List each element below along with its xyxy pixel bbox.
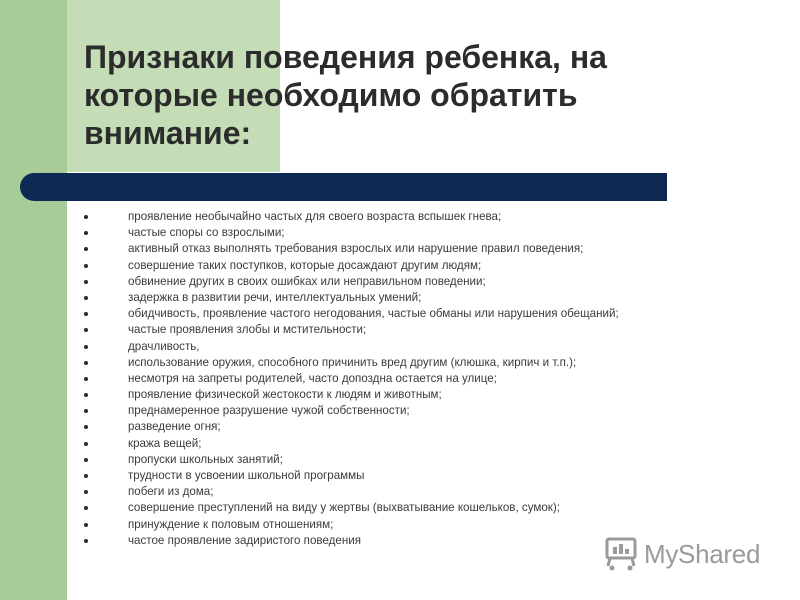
list-item-text: разведение огня;: [128, 420, 221, 434]
bullet-icon: [84, 280, 88, 284]
list-item-text: проявление физической жестокости к людям и животным;: [128, 388, 442, 402]
bullet-icon: [84, 458, 88, 462]
list-item: [80, 355, 740, 371]
list-item: [80, 258, 740, 274]
list-item-text: совершение таких поступков, которые досаждают другим людям;: [128, 258, 482, 272]
list-item-text: использование оружия, способного причинить вред другим (клюшка, кирпич и т.п.);: [128, 355, 577, 369]
bullet-icon: [84, 506, 88, 510]
slide-title-line: внимание:: [84, 115, 252, 151]
list-item-text: частое проявление задиристого поведения: [128, 533, 362, 547]
bullet-icon: [84, 409, 88, 413]
bullet-icon: [84, 393, 88, 397]
bullet-icon: [84, 377, 88, 381]
list-item-text: пропуски школьных занятий;: [128, 452, 283, 466]
slide-title-line: которые необходимо обратить: [84, 77, 578, 113]
list-item-text: драчливость,: [128, 339, 200, 353]
list-item: [80, 339, 740, 355]
bullet-icon: [84, 264, 88, 268]
list-item-text: принуждение к половым отношениям;: [128, 517, 334, 531]
list-item-text: побеги из дома;: [128, 485, 214, 499]
bullet-icon: [84, 474, 88, 478]
list-item: [80, 484, 740, 500]
bullet-icon: [84, 539, 88, 543]
bullet-icon: [84, 215, 88, 219]
list-item-text: совершение преступлений на виду у жертвы (выхватывание кошельков, сумок);: [128, 501, 560, 515]
list-item: [80, 387, 740, 403]
list-item: [80, 517, 740, 533]
watermark-text: MyShared: [644, 538, 761, 569]
bullet-icon: [84, 490, 88, 494]
list-item: [80, 468, 740, 484]
myshared-watermark: [604, 534, 760, 574]
list-item: [80, 419, 740, 435]
list-item: [80, 403, 740, 419]
slide-title: [84, 38, 724, 152]
list-item: [80, 241, 740, 257]
list-item-text: несмотря на запреты родителей, часто допоздна остается на улице;: [128, 371, 497, 385]
list-item-text: проявление необычайно частых для своего возраста вспышек гнева;: [128, 210, 502, 223]
list-item-text: преднамеренное разрушение чужой собственности;: [128, 404, 410, 418]
list-item: [80, 225, 740, 241]
list-item: [80, 274, 740, 290]
list-item-text: трудности в усвоении школьной программы: [128, 469, 365, 482]
title-divider-bar: [20, 173, 667, 201]
list-item: [80, 500, 740, 516]
list-item-text: активный отказ выполнять требования взрослых или нарушение правил поведения;: [128, 242, 584, 256]
behavior-signs-list: [80, 209, 740, 549]
list-item: [80, 436, 740, 452]
bullet-icon: [84, 231, 88, 235]
list-item-text: кража вещей;: [128, 436, 202, 450]
bullet-icon: [84, 247, 88, 251]
list-item: [80, 209, 740, 225]
list-item: [80, 306, 740, 322]
slide-title-line: Признаки поведения ребенка, на: [84, 39, 607, 75]
bullet-icon: [84, 312, 88, 316]
bullet-icon: [84, 523, 88, 527]
bullet-icon: [84, 296, 88, 300]
list-item-text: задержка в развитии речи, интеллектуальных умений;: [128, 290, 422, 304]
list-item-text: частые проявления злобы и мстительности;: [128, 323, 367, 337]
list-item-text: обвинение других в своих ошибках или неправильном поведении;: [128, 274, 486, 288]
list-item: [80, 322, 740, 338]
left-decor-band: [0, 0, 67, 600]
list-item-text: обидчивость, проявление частого негодования, частые обманы или нарушения обещаний;: [128, 307, 619, 321]
list-item: [80, 290, 740, 306]
bullet-icon: [84, 425, 88, 429]
bullet-icon: [84, 328, 88, 332]
bullet-icon: [84, 361, 88, 365]
bullet-icon: [84, 345, 88, 349]
presentation-cart-icon: [604, 536, 638, 572]
list-item: [80, 452, 740, 468]
list-item-text: частые споры со взрослыми;: [128, 226, 285, 240]
list-item: [80, 371, 740, 387]
bullet-icon: [84, 442, 88, 446]
